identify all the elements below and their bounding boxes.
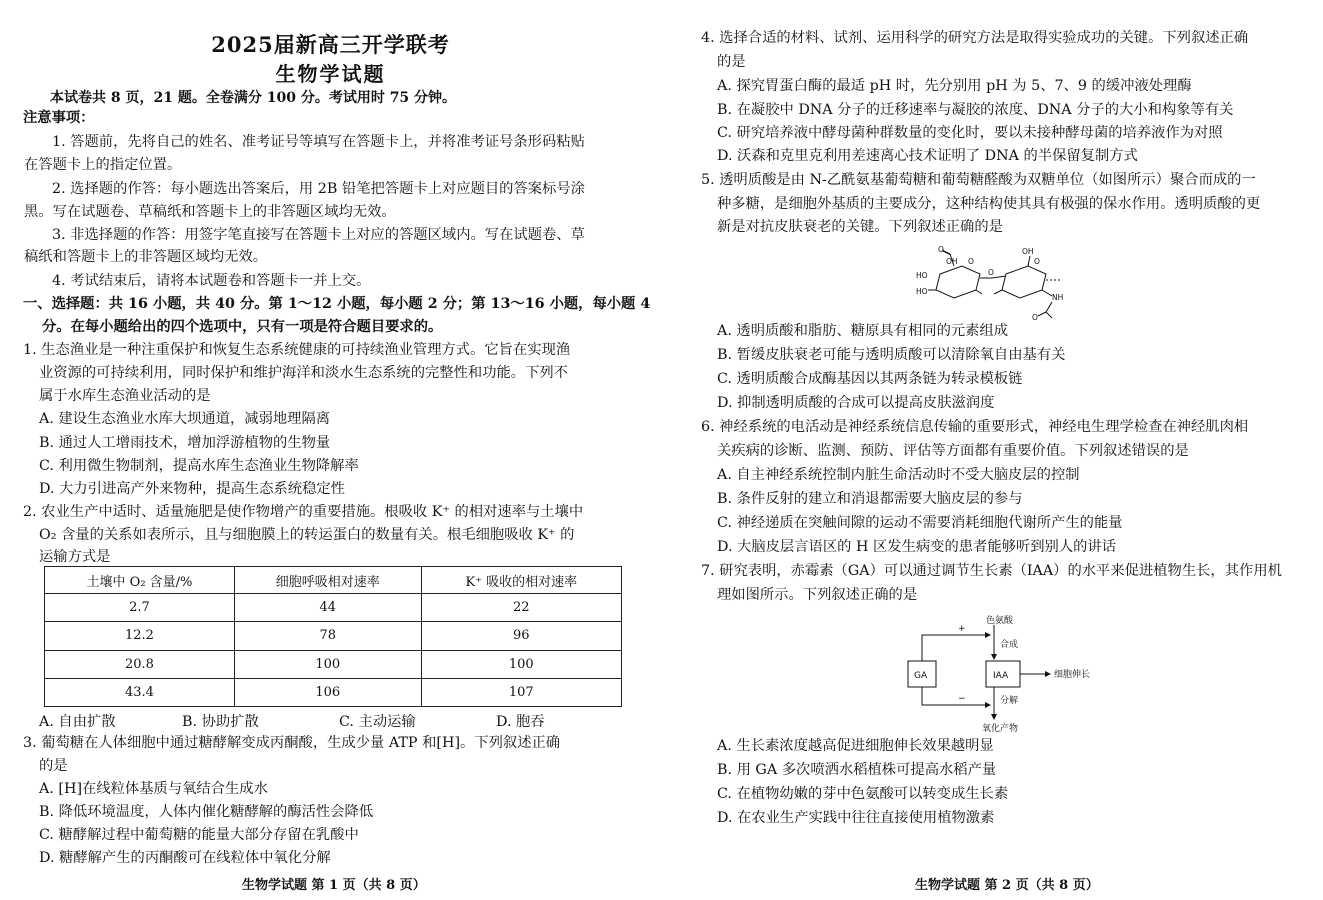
hyaluronic-acid-structure (912, 244, 1082, 320)
molecule-label: O (938, 245, 944, 254)
notice-heading: 注意事项： (23, 110, 95, 126)
q3-stem: 的是 (39, 758, 68, 774)
q1-option-c: C. 利用微生物制剂，提高水库生态渔业生物降解率 (39, 458, 359, 474)
page-right (661, 0, 1323, 900)
table-cell: 100 (234, 650, 421, 678)
notice-line: 2. 选择题的作答：每小题选出答案后，用 2B 铅笔把答题卡上对应题目的答案标号涂 (52, 181, 585, 197)
table-cell: 20.8 (45, 650, 235, 678)
q2-stem: O₂ 含量的关系如表所示，且与细胞膜上的转运蛋白的数量有关。根毛细胞吸收 K⁺ 的 (39, 527, 575, 543)
table-row (45, 594, 622, 622)
q2-option-a: A. 自由扩散 (39, 714, 116, 730)
page-footer: 生物学试题 第 2 页（共 8 页） (915, 878, 1099, 893)
q1-option-a: A. 建设生态渔业水库大坝通道，减弱地理隔离 (39, 411, 331, 427)
q5-stem: 新是对抗皮肤衰老的关键。下列叙述正确的是 (717, 219, 1003, 235)
table-header: 细胞呼吸相对速率 (234, 567, 421, 594)
q4-stem: 的是 (717, 54, 746, 70)
cell-elongation-label: 细胞伸长 (1054, 670, 1091, 680)
q5-option-b: B. 暂缓皮肤衰老可能与透明质酸可以清除氧自由基有关 (717, 347, 1066, 363)
table-cell: 44 (234, 594, 421, 622)
q7-option-a: A. 生长素浓度越高促进细胞伸长效果越明显 (717, 738, 994, 754)
q4-option-b: B. 在凝胶中 DNA 分子的迁移速率与凝胶的浓度、DNA 分子的大小和构象等有关 (717, 102, 1234, 118)
notice-line: 1. 答题前，先将自己的姓名、准考证号等填写在答题卡上，并将准考证号条形码粘贴 (52, 134, 585, 150)
q6-stem: 关疾病的诊断、监测、预防、评估等方面都有重要价值。下列叙述错误的是 (717, 443, 1189, 459)
q4-option-d: D. 沃森和克里克利用差速离心技术证明了 DNA 的半保留复制方式 (717, 148, 1138, 164)
q7-stem: 理如图所示。下列叙述正确的是 (717, 587, 918, 603)
q5-stem: 种多糖，是细胞外基质的主要成分，这种结构使其具有极强的保水作用。透明质酸的更 (717, 196, 1261, 212)
molecule-label: OH (1022, 247, 1034, 256)
molecule-label: HO (916, 287, 928, 296)
table-cell: 2.7 (45, 594, 235, 622)
exam-subject: 生物学试题 (275, 62, 386, 86)
q1-stem: 属于水库生态渔业活动的是 (39, 388, 211, 404)
ga-label: GA (914, 671, 928, 681)
plus-sign: + (958, 624, 966, 634)
q2-option-b: B. 协助扩散 (182, 714, 259, 730)
q7-option-c: C. 在植物幼嫩的芽中色氨酸可以转变成生长素 (717, 786, 1009, 802)
exam-intro: 本试卷共 8 页，21 题。全卷满分 100 分。考试用时 75 分钟。 (50, 90, 457, 106)
q2-table (44, 566, 622, 707)
tryptophan-label: 色氨酸 (986, 616, 1014, 626)
molecule-label: OH (946, 257, 958, 266)
iaa-label: IAA (993, 671, 1009, 681)
q6-option-b: B. 条件反射的建立和消退都需要大脑皮层的参与 (717, 491, 1023, 507)
table-cell: 12.2 (45, 622, 235, 650)
notice-line: 稿纸和答题卡上的非答题区域均无效。 (24, 249, 268, 265)
exam-title: 2025届新高三开学联考 (211, 32, 450, 57)
q4-option-c: C. 研究培养液中酵母菌种群数量的变化时，要以未接种酵母菌的培养液作为对照 (717, 125, 1223, 141)
decomposition-label: 分解 (1000, 696, 1019, 706)
q2-stem: 2. 农业生产中适时、适量施肥是使作物增产的重要措施。根吸收 K⁺ 的相对速率与土壤中 (23, 504, 584, 520)
table-cell: 100 (421, 650, 621, 678)
q6-option-a: A. 自主神经系统控制内脏生命活动时不受大脑皮层的控制 (717, 467, 1080, 483)
table-header: K⁺ 吸收的相对速率 (421, 567, 621, 594)
q5-option-a: A. 透明质酸和脂肪、糖原具有相同的元素组成 (717, 323, 1009, 339)
q1-stem: 1. 生态渔业是一种注重保护和恢复生态系统健康的可持续渔业管理方式。它旨在实现渔 (23, 342, 571, 358)
table-cell: 107 (421, 678, 621, 706)
q4-stem: 4. 选择合适的材料、试剂、运用科学的研究方法是取得实验成功的关键。下列叙述正确 (701, 30, 1249, 46)
q6-option-c: C. 神经递质在突触间隙的运动不需要消耗细胞代谢所产生的能量 (717, 515, 1123, 531)
molecule-label: O (1034, 257, 1040, 266)
table-cell: 78 (234, 622, 421, 650)
section-heading: 一、选择题：共 16 小题，共 40 分。第 1～12 小题，每小题 2 分；第 13～16 小题，每小题 4 (23, 296, 651, 312)
q6-option-d: D. 大脑皮层言语区的 H 区发生病变的患者能够听到别人的讲话 (717, 539, 1117, 555)
q5-stem: 5. 透明质酸是由 N-乙酰氨基葡萄糖和葡萄糖醛酸为双糖单位（如图所示）聚合而成的一 (701, 172, 1256, 188)
table-cell: 43.4 (45, 678, 235, 706)
q5-option-c: C. 透明质酸合成酶基因以其两条链为转录模板链 (717, 371, 1023, 387)
table-row (45, 622, 622, 650)
molecule-label: O (988, 268, 994, 277)
q2-option-c: C. 主动运输 (339, 714, 416, 730)
q7-stem: 7. 研究表明，赤霉素（GA）可以通过调节生长素（IAA）的水平来促进植物生长，其作用机 (701, 563, 1282, 579)
table-cell: 96 (421, 622, 621, 650)
molecule-label: O (1032, 313, 1038, 320)
q3-option-d: D. 糖酵解产生的丙酮酸可在线粒体中氧化分解 (39, 850, 331, 866)
q3-option-c: C. 糖酵解过程中葡萄糖的能量大部分存留在乳酸中 (39, 827, 359, 843)
notice-line: 黑。写在试题卷、草稿纸和答题卡上的非答题区域均无效。 (24, 204, 396, 220)
page-left (0, 0, 661, 900)
q1-option-d: D. 大力引进高产外来物种，提高生态系统稳定性 (39, 481, 345, 497)
q3-option-b: B. 降低环境温度，人体内催化糖酵解的酶活性会降低 (39, 804, 374, 820)
q7-option-b: B. 用 GA 多次喷洒水稻植株可提高水稻产量 (717, 762, 997, 778)
section-heading: 分。在每小题给出的四个选项中，只有一项是符合题目要求的。 (42, 319, 443, 335)
table-cell: 22 (421, 594, 621, 622)
page-footer: 生物学试题 第 1 页（共 8 页） (242, 878, 426, 893)
q5-option-d: D. 抑制透明质酸的合成可以提高皮肤滋润度 (717, 395, 995, 411)
q6-stem: 6. 神经系统的电活动是神经系统信息传输的重要形式，神经电生理学检查在神经肌肉相 (701, 419, 1249, 435)
q3-option-a: A. [H]在线粒体基质与氧结合生成水 (39, 781, 268, 797)
q1-option-b: B. 通过人工增雨技术，增加浮游植物的生物量 (39, 435, 331, 451)
table-header: 土壤中 O₂ 含量/% (45, 567, 235, 594)
table-header-row (45, 567, 622, 594)
table-cell: 106 (234, 678, 421, 706)
molecule-label: NH (1052, 293, 1064, 302)
molecule-label: HO (916, 271, 928, 280)
table-row (45, 678, 622, 706)
notice-line: 3. 非选择题的作答：用签字笔直接写在答题卡上对应的答题区域内。写在试题卷、草 (52, 227, 585, 243)
q2-stem: 运输方式是 (39, 549, 111, 565)
q7-option-d: D. 在农业生产实践中往往直接使用植物激素 (717, 810, 995, 826)
q2-option-d: D. 胞吞 (496, 714, 545, 730)
ga-iaa-diagram (900, 613, 1100, 733)
q4-option-a: A. 探究胃蛋白酶的最适 pH 时，先分别用 pH 为 5、7、9 的缓冲液处理酶 (717, 78, 1192, 94)
notice-line: 4. 考试结束后，请将本试题卷和答题卡一并上交。 (52, 273, 371, 289)
q3-stem: 3. 葡萄糖在人体细胞中通过糖酵解变成丙酮酸，生成少量 ATP 和[H]。下列叙述正确 (23, 735, 561, 751)
molecule-label: O (968, 257, 974, 266)
oxidation-product-label: 氧化产物 (982, 724, 1019, 733)
synthesis-label: 合成 (1000, 640, 1019, 650)
notice-line: 在答题卡上的指定位置。 (24, 157, 182, 173)
minus-sign: − (958, 694, 966, 704)
table-row (45, 650, 622, 678)
q1-stem: 业资源的可持续利用，同时保护和维护海洋和淡水生态系统的完整性和功能。下列不 (39, 365, 568, 381)
